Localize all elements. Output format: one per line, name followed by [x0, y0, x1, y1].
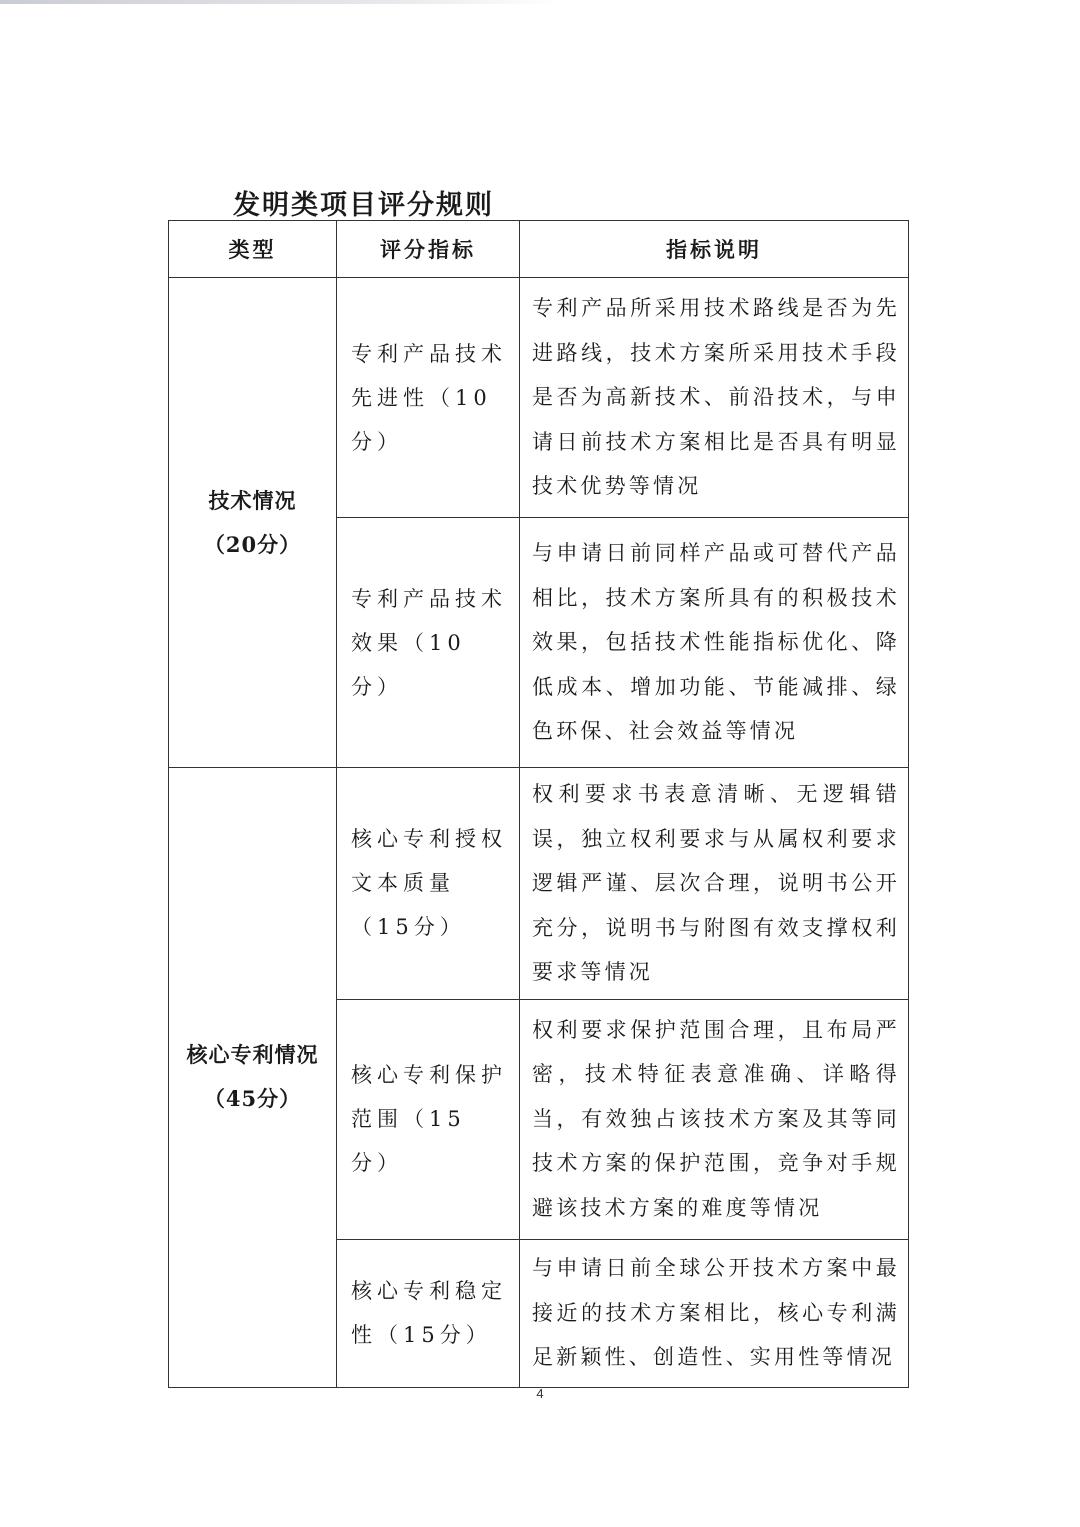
page-number: 4 — [536, 1386, 544, 1401]
type-cell-tech — [169, 278, 337, 768]
description-cell: 权利要求书表意清晰、无逻辑错误，独立权利要求与从属权利要求逻辑严谨、层次合理，说明书公开充分，说明书与附图有效支撑权利要求等情况 — [520, 768, 909, 1000]
table-header-row — [169, 221, 909, 278]
table-row — [169, 278, 909, 518]
metric-cell: 专利产品技术先进性（10分） — [337, 278, 520, 518]
description-cell: 与申请日前全球公开技术方案中最接近的技术方案相比，核心专利满足新颖性、创造性、实用性等情况 — [520, 1239, 909, 1387]
table-row — [169, 768, 909, 1000]
type-name: 技术情况 — [208, 487, 297, 513]
description-cell: 专利产品所采用技术路线是否为先进路线，技术方案所采用技术手段是否为高新技术、前沿技术，与申请日前技术方案相比是否具有明显技术优势等情况 — [520, 278, 909, 518]
metric-cell: 核心专利保护范围（15分） — [337, 999, 520, 1239]
metric-cell: 核心专利授权文本质量（15分） — [337, 768, 520, 1000]
type-score: （45分） — [203, 1086, 302, 1112]
description-cell: 权利要求保护范围合理，且布局严密，技术特征表意准确、详略得当，有效独占该技术方案及其等同技术方案的保护范围，竞争对手规避该技术方案的难度等情况 — [520, 999, 909, 1239]
scoring-rules-table — [168, 220, 909, 1388]
scan-edge-artifact — [0, 0, 560, 4]
type-name: 核心专利情况 — [186, 1042, 319, 1068]
document-title: 发明类项目评分规则 — [233, 190, 494, 221]
metric-cell: 核心专利稳定性（15分） — [337, 1239, 520, 1387]
header-type: 类型 — [169, 221, 337, 278]
metric-cell: 专利产品技术效果（10分） — [337, 518, 520, 768]
type-cell-core-patent — [169, 768, 337, 1388]
header-description: 指标说明 — [520, 221, 909, 278]
header-metric: 评分指标 — [337, 221, 520, 278]
type-score: （20分） — [203, 531, 302, 557]
description-cell: 与申请日前同样产品或可替代产品相比，技术方案所具有的积极技术效果，包括技术性能指标优化、降低成本、增加功能、节能减排、绿色环保、社会效益等情况 — [520, 518, 909, 768]
